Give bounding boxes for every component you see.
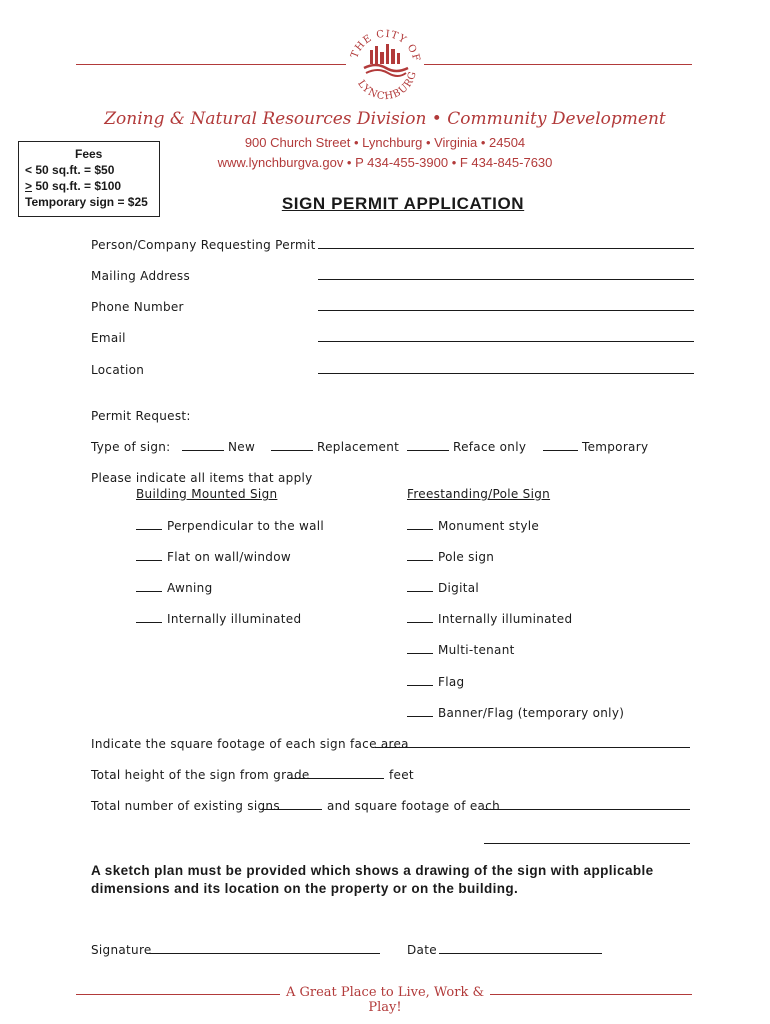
footer-rule-left bbox=[76, 994, 280, 995]
fees-title: Fees bbox=[75, 147, 103, 161]
existing-footage-input[interactable] bbox=[484, 798, 690, 810]
freestanding-option-checkbox[interactable] bbox=[407, 549, 433, 561]
building-option-checkbox[interactable] bbox=[136, 549, 162, 561]
type-temporary-label: Temporary bbox=[582, 440, 649, 454]
type-new-checkbox[interactable] bbox=[182, 439, 224, 451]
freestanding-option-checkbox[interactable] bbox=[407, 518, 433, 530]
existing-footage-label: and square footage of each bbox=[327, 799, 500, 813]
freestanding-option-checkbox[interactable] bbox=[407, 674, 433, 686]
date-label: Date bbox=[407, 943, 437, 957]
field-location-input[interactable] bbox=[318, 362, 694, 374]
building-mounted-heading: Building Mounted Sign bbox=[136, 487, 278, 501]
height-label: Total height of the sign from grade bbox=[91, 768, 310, 782]
type-temporary-checkbox[interactable] bbox=[543, 439, 578, 451]
freestanding-option-label: Multi-tenant bbox=[438, 643, 515, 657]
fee-line-temporary: Temporary sign = $25 bbox=[25, 195, 148, 209]
freestanding-option-checkbox[interactable] bbox=[407, 642, 433, 654]
building-option-label: Awning bbox=[167, 581, 213, 595]
freestanding-option-label: Digital bbox=[438, 581, 480, 595]
type-reface-checkbox[interactable] bbox=[407, 439, 449, 451]
freestanding-heading: Freestanding/Pole Sign bbox=[407, 487, 551, 501]
header-rule-left bbox=[76, 64, 346, 65]
city-seal-logo bbox=[346, 22, 424, 108]
svg-text:THE CITY OF: THE CITY OF bbox=[349, 28, 422, 64]
field-person-input[interactable] bbox=[318, 237, 694, 249]
building-option-checkbox[interactable] bbox=[136, 611, 162, 623]
contact-line: www.lynchburgva.gov • P 434-455-3900 • F 434-845-7630 bbox=[217, 155, 553, 170]
page-title: SIGN PERMIT APPLICATION bbox=[281, 194, 525, 213]
building-option-checkbox[interactable] bbox=[136, 518, 162, 530]
svg-text:LYNCHBURG: LYNCHBURG bbox=[355, 69, 420, 103]
building-option-checkbox[interactable] bbox=[136, 580, 162, 592]
square-footage-input[interactable] bbox=[375, 736, 690, 748]
type-of-sign-label: Type of sign: bbox=[91, 440, 171, 454]
footer-rule-right bbox=[490, 994, 692, 995]
freestanding-option-label: Pole sign bbox=[438, 550, 495, 564]
field-phone-input[interactable] bbox=[318, 299, 694, 311]
square-footage-label: Indicate the square footage of each sign face area bbox=[91, 737, 409, 751]
freestanding-option-checkbox[interactable] bbox=[407, 580, 433, 592]
footer-tagline: A Great Place to Live, Work & Play! bbox=[285, 985, 485, 1015]
fee-line-large: > 50 sq.ft. = $100 bbox=[25, 179, 122, 193]
height-input[interactable] bbox=[289, 767, 384, 779]
freestanding-option-checkbox[interactable] bbox=[407, 611, 433, 623]
existing-footage-input-continued[interactable] bbox=[484, 832, 690, 844]
building-option-label: Perpendicular to the wall bbox=[167, 519, 325, 533]
field-label-phone: Phone Number bbox=[91, 300, 184, 314]
sketch-plan-notice: A sketch plan must be provided which shows a drawing of the sign with applicable dimensions and its location on the property or on the building. bbox=[91, 863, 654, 896]
freestanding-option-label: Internally illuminated bbox=[438, 612, 573, 626]
type-replacement-checkbox[interactable] bbox=[271, 439, 313, 451]
building-option-label: Flat on wall/window bbox=[167, 550, 291, 564]
height-unit: feet bbox=[389, 768, 414, 782]
permit-request-label: Permit Request: bbox=[91, 409, 191, 423]
signature-label: Signature bbox=[91, 943, 152, 957]
header-rule-right bbox=[424, 64, 692, 65]
field-label-person: Person/Company Requesting Permit bbox=[91, 238, 316, 252]
field-label-mailing: Mailing Address bbox=[91, 269, 191, 283]
fee-line-small: < 50 sq.ft. = $50 bbox=[25, 163, 115, 177]
freestanding-option-label: Monument style bbox=[438, 519, 540, 533]
field-label-location: Location bbox=[91, 363, 145, 377]
type-new-label: New bbox=[228, 440, 256, 454]
field-mailing-input[interactable] bbox=[318, 268, 694, 280]
existing-signs-label: Total number of existing signs bbox=[91, 799, 280, 813]
items-instruction: Please indicate all items that apply bbox=[91, 471, 313, 485]
division-title: Zoning & Natural Resources Division • Community Development bbox=[104, 109, 666, 129]
field-label-email: Email bbox=[91, 331, 126, 345]
freestanding-option-checkbox[interactable] bbox=[407, 705, 433, 717]
freestanding-option-label: Flag bbox=[438, 675, 465, 689]
type-reface-label: Reface only bbox=[453, 440, 527, 454]
address-line: 900 Church Street • Lynchburg • Virginia • 24504 bbox=[244, 135, 526, 150]
existing-signs-input[interactable] bbox=[262, 798, 322, 810]
field-email-input[interactable] bbox=[318, 330, 694, 342]
date-input[interactable] bbox=[439, 942, 602, 954]
type-replacement-label: Replacement bbox=[317, 440, 400, 454]
freestanding-option-label: Banner/Flag (temporary only) bbox=[438, 706, 625, 720]
building-option-label: Internally illuminated bbox=[167, 612, 302, 626]
signature-input[interactable] bbox=[148, 942, 380, 954]
